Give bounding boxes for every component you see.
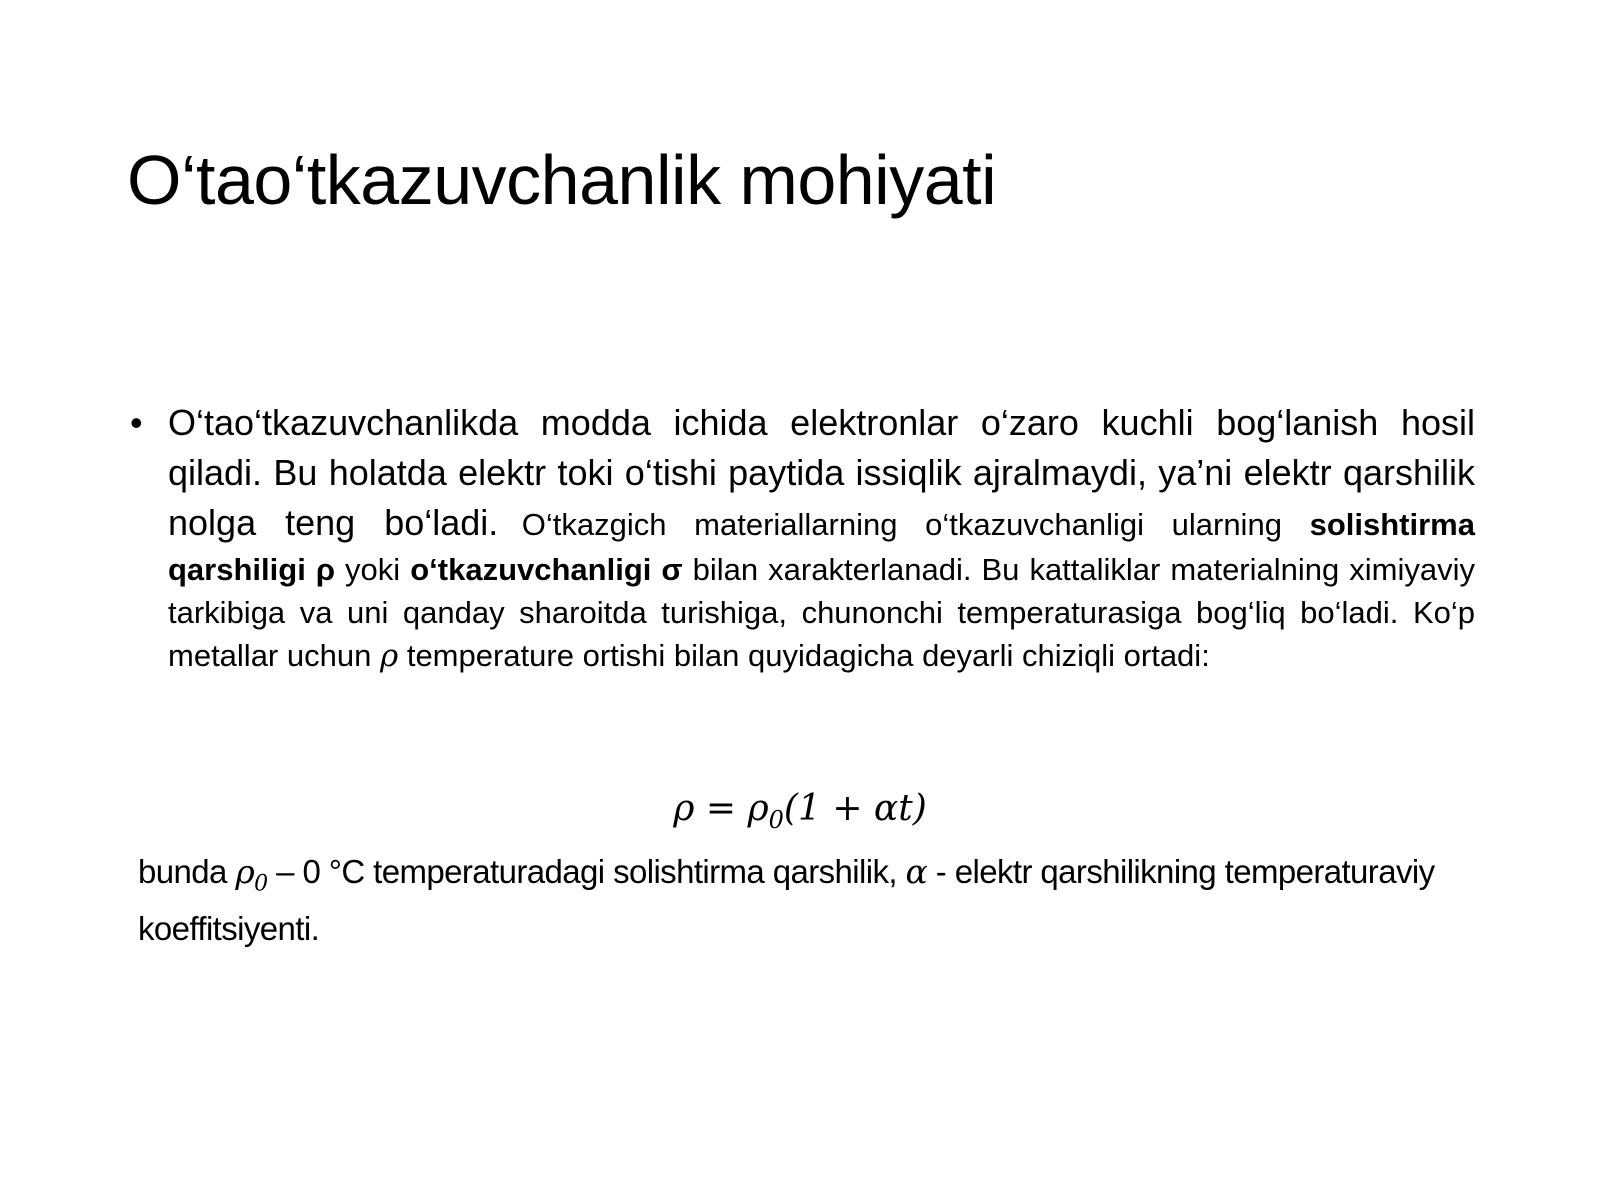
explanation-subscript: 0: [254, 871, 268, 897]
term-resistivity: solishtirma qarshiligi ρ: [168, 507, 1475, 587]
paragraph-small-part1: O‘tkazgich materiallarning o‘tkazuvchanligi ularning: [521, 507, 1282, 542]
paragraph-large: O‘tao‘tkazuvchanlikda modda ichida elektronlar o‘zaro kuchli bog‘lanish hosil qiladi. Bu holatda elektr toki o‘tishi paytida issiqlik ajralmaydi, ya’ni elektr qarshilik nolga teng bo‘ladi.: [168, 402, 1475, 543]
formula: [0, 784, 1600, 845]
paragraph-small-part3: bilan xarakterlanadi. Bu kattaliklar materialning ximiyaviy tarkibiga va uni qanday sharoitda turishiga, chunonchi temperaturasiga bog‘liq bo‘ladi. Ko‘p metallar uchun: [168, 552, 1475, 673]
formula-equals: =: [694, 788, 748, 829]
bullet-text: [168, 398, 1475, 678]
formula-subscript: 0: [768, 806, 784, 835]
paragraph-small-part4: temperature ortishi bilan quyidagicha deyarli chiziqli ortadi:: [406, 638, 1210, 673]
formula-rhs: (1 + αt): [783, 788, 927, 829]
formula-rho: ρ: [747, 788, 769, 829]
bullet-item: [130, 398, 1475, 678]
explanation-middle: – 0 °C temperaturadagi solishtirma qarshilik,: [276, 853, 897, 890]
rho-symbol: ρ: [379, 638, 399, 674]
explanation-alpha: α: [905, 852, 928, 891]
explanation-prefix: bunda: [138, 853, 227, 890]
explanation-suffix: - elektr qarshilikning temperaturaviy koeffitsiyenti.: [138, 853, 1435, 947]
formula-lhs: ρ: [673, 788, 695, 829]
paragraph-small-part2: yoki: [345, 552, 401, 587]
formula-explanation: [138, 850, 1438, 951]
term-conductivity: o‘tkazuvchanligi σ: [410, 552, 683, 587]
slide-title: O‘tao‘tkazuvchanlik mohiyati: [127, 141, 997, 219]
bullet-dot: •: [130, 402, 143, 443]
explanation-rho: ρ: [235, 852, 255, 891]
